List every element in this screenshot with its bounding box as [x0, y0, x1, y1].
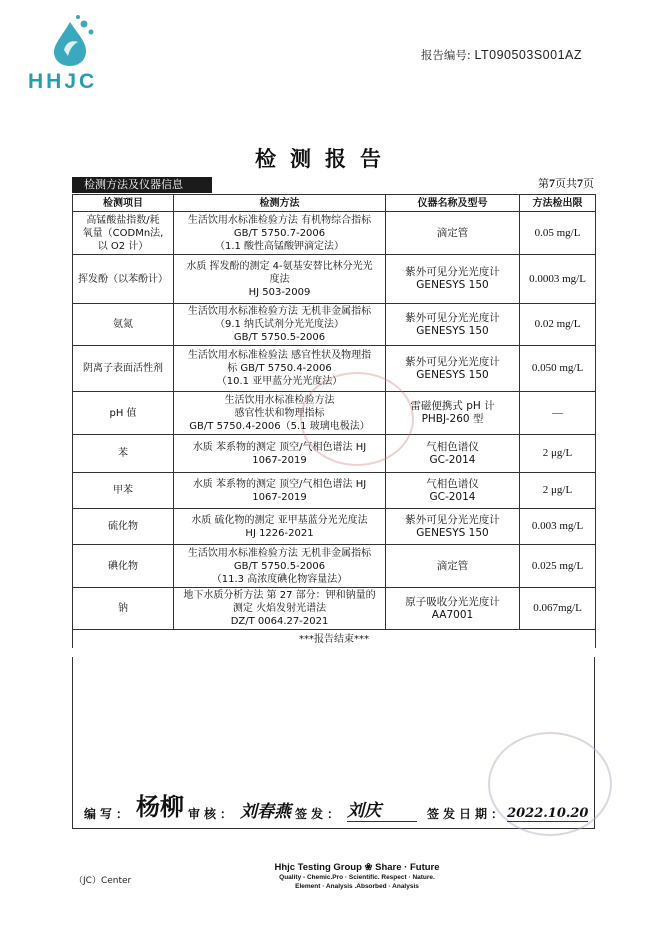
cell-item-line: 苯: [118, 448, 128, 459]
cell-method-line: 水质 硫化物的测定 亚甲基蓝分光光度法: [191, 514, 368, 526]
cell-instrument-line: GC-2014: [429, 490, 476, 503]
reviewer-label: 审核：: [188, 807, 237, 821]
writer-signature: 杨柳: [136, 792, 185, 821]
writer-label: 编写：: [84, 807, 133, 821]
issuer-label: 签发：: [295, 807, 344, 821]
cell-method-line: GB/T 5750.5-2006: [233, 560, 326, 572]
cell-method: [174, 212, 386, 255]
cell-instrument-line: GENESYS 150: [416, 368, 489, 381]
footer-slogan: [262, 862, 452, 891]
cell-limit: 0.067mg/L: [520, 588, 596, 630]
cell-method-line: GB/T 5750.4-2006（5.1 玻璃电极法）: [189, 420, 370, 432]
table-row: [73, 473, 596, 509]
cell-item-line: 硫化物: [108, 521, 138, 532]
cell-method-line: 生活饮用水标准检验法 感官性状及物理指: [187, 350, 372, 361]
cell-method-line: 水质 苯系物的测定 顶空/气相色谱法 HJ: [192, 478, 367, 490]
cell-item-line: 氨氮: [113, 319, 133, 330]
cell-limit: 0.003 mg/L: [520, 509, 596, 545]
cell-limit: 0.050 mg/L: [520, 346, 596, 392]
table-row: [73, 255, 596, 304]
cell-item-line: 钠: [118, 603, 128, 614]
cell-instrument-line: GENESYS 150: [416, 324, 489, 337]
cell-instrument-line: 滴定管: [436, 226, 469, 239]
header-method: 检测方法: [174, 195, 386, 212]
signature-line: [84, 787, 588, 822]
table-row: [73, 212, 596, 255]
cell-item: [73, 304, 174, 346]
page-title: 检测报告: [255, 146, 395, 171]
footer-line-2: Quality - Chemic.Pro · Scientific. Respect · Nature.: [279, 874, 435, 881]
cell-method-line: GB/T 5750.5-2006: [233, 332, 326, 343]
cell-item-line: pH 值: [109, 407, 137, 419]
logo-text: HHJC: [28, 70, 98, 93]
report-end-note: ***报告结束***: [73, 630, 596, 649]
section-heading: 检测方法及仪器信息: [72, 177, 212, 193]
cell-method: [174, 255, 386, 304]
cell-method-line: （1.1 酸性高锰酸钾滴定法）: [214, 240, 345, 252]
cell-instrument-line: GC-2014: [429, 453, 476, 466]
cell-instrument-line: 滴定管: [436, 559, 469, 572]
cell-instrument-line: PHBJ-260 型: [421, 413, 484, 425]
cell-method: [174, 473, 386, 509]
cell-instrument-line: 原子吸收分光光度计: [405, 595, 500, 608]
footer-line-1: Hhjc Testing Group ❀ Share · Future: [274, 862, 440, 873]
cell-method-line: 水质 挥发酚的测定 4-氨基安替比林分光光: [186, 260, 373, 272]
date-label: 签发日期：: [427, 807, 508, 821]
inspection-stamp: [300, 372, 414, 466]
cell-item-line: 以 O2 计）: [97, 240, 149, 252]
cell-method-line: （10.1 亚甲蓝分光光度法）: [216, 376, 343, 387]
cell-method-line: HJ 1226-2021: [245, 527, 314, 539]
cell-limit: 0.025 mg/L: [520, 545, 596, 588]
cell-instrument: [386, 509, 520, 545]
cell-item-line: 高锰酸盐指数/耗: [86, 214, 160, 226]
cell-limit: 2 μg/L: [520, 435, 596, 473]
issuer-signature: 刘庆: [347, 796, 417, 822]
cell-method-line: （9.1 纳氏试剂分光光度法）: [214, 319, 345, 330]
cell-instrument: [386, 212, 520, 255]
cell-method-line: DZ/T 0064.27-2021: [230, 616, 329, 627]
footer-center-name: （JC）Center: [74, 876, 132, 886]
cell-item: [73, 545, 174, 588]
table-row: [73, 509, 596, 545]
cell-method-line: 感官性状和物理指标: [234, 407, 325, 419]
table-row: [73, 304, 596, 346]
cell-item: [73, 473, 174, 509]
cell-method-line: 生活饮用水标准检验方法 有机物综合指标: [187, 214, 372, 226]
cell-instrument: [386, 346, 520, 392]
reviewer-signature: 刘春燕: [240, 802, 292, 822]
cell-instrument-line: 紫外可见分光光度计: [405, 311, 500, 324]
cell-method-line: 测定 火焰发射光谱法: [232, 603, 327, 614]
cell-instrument-line: GENESYS 150: [416, 279, 489, 291]
cell-method-line: 1067-2019: [252, 491, 307, 503]
cell-method: [174, 304, 386, 346]
page-current: 7: [549, 176, 555, 190]
cell-limit: —: [520, 392, 596, 435]
cell-item: [73, 509, 174, 545]
table-end-row: [73, 630, 596, 649]
cell-method: [174, 588, 386, 630]
report-number-label: 报告编号:: [420, 48, 471, 62]
cell-item: [73, 392, 174, 435]
cell-item: [73, 435, 174, 473]
cell-method-line: GB/T 5750.7-2006: [233, 227, 326, 239]
cell-item: [73, 255, 174, 304]
cell-instrument-line: GENESYS 150: [416, 526, 489, 539]
issue-date: 2022.10.20: [507, 806, 589, 821]
cell-instrument: [386, 255, 520, 304]
header-limit: 方法检出限: [520, 195, 596, 212]
cell-method: [174, 545, 386, 588]
cell-limit: 0.02 mg/L: [520, 304, 596, 346]
cell-method-line: HJ 503-2009: [248, 286, 311, 298]
cell-instrument: [386, 473, 520, 509]
cell-item: [73, 588, 174, 630]
header-item: 检测项目: [73, 195, 174, 212]
cell-method-line: 生活饮用水标准检验方法 无机非金属指标: [187, 306, 372, 317]
cell-instrument-line: 气相色谱仪: [426, 477, 479, 490]
table-row: [73, 545, 596, 588]
table-header-row: [73, 195, 596, 212]
cell-limit: 2 μg/L: [520, 473, 596, 509]
cell-item-line: 甲苯: [113, 485, 133, 496]
cell-method-line: 水质 苯系物的测定 顶空/气相色谱法 HJ: [192, 441, 367, 453]
cell-item-line: 氧量（CODMn法,: [82, 227, 164, 239]
cell-method-line: 1067-2019: [252, 454, 307, 466]
cell-instrument-line: 紫外可见分光光度计: [405, 355, 500, 368]
cell-instrument-line: 雷磁便携式 pH 计: [410, 400, 495, 412]
cell-item: [73, 212, 174, 255]
cell-method-line: 生活饮用水标准检验方法: [224, 394, 335, 406]
report-number: [421, 47, 582, 63]
water-drop-icon: [44, 12, 100, 68]
company-logo: [22, 12, 122, 92]
page-total: 7: [577, 176, 583, 190]
cell-method-line: 地下水质分析方法 第 27 部分：钾和钠量的: [183, 590, 376, 601]
cell-instrument: [386, 304, 520, 346]
header-instrument: 仪器名称及型号: [386, 195, 520, 212]
cell-method-line: （11.3 高浓度碘化物容量法）: [211, 573, 348, 585]
cell-instrument-line: 紫外可见分光光度计: [405, 513, 500, 526]
page-indicator: 第7页共7页: [538, 176, 594, 190]
report-number-value: LT090503S001AZ: [474, 48, 582, 62]
cell-item: [73, 346, 174, 392]
cell-instrument: [386, 545, 520, 588]
cell-instrument-line: 紫外可见分光光度计: [405, 266, 500, 278]
cell-limit: 0.0003 mg/L: [520, 255, 596, 304]
cell-instrument-line: AA7001: [431, 608, 474, 621]
cell-instrument-line: 气相色谱仪: [426, 440, 479, 453]
cell-item-line: 挥发酚（以苯酚计）: [78, 273, 168, 285]
cell-instrument: [386, 588, 520, 630]
cell-item-line: 阴离子表面活性剂: [83, 363, 163, 374]
cell-limit: 0.05 mg/L: [520, 212, 596, 255]
cell-item-line: 碘化物: [108, 560, 138, 572]
cell-method-line: 生活饮用水标准检验方法 无机非金属指标: [187, 547, 372, 559]
cell-method-line: 度法: [269, 273, 290, 285]
cell-method: [174, 509, 386, 545]
table-row: [73, 588, 596, 630]
footer-line-3: Element · Analysis .Absorbed · Analysis: [295, 883, 419, 890]
cell-method-line: 标 GB/T 5750.4-2006: [227, 363, 332, 374]
